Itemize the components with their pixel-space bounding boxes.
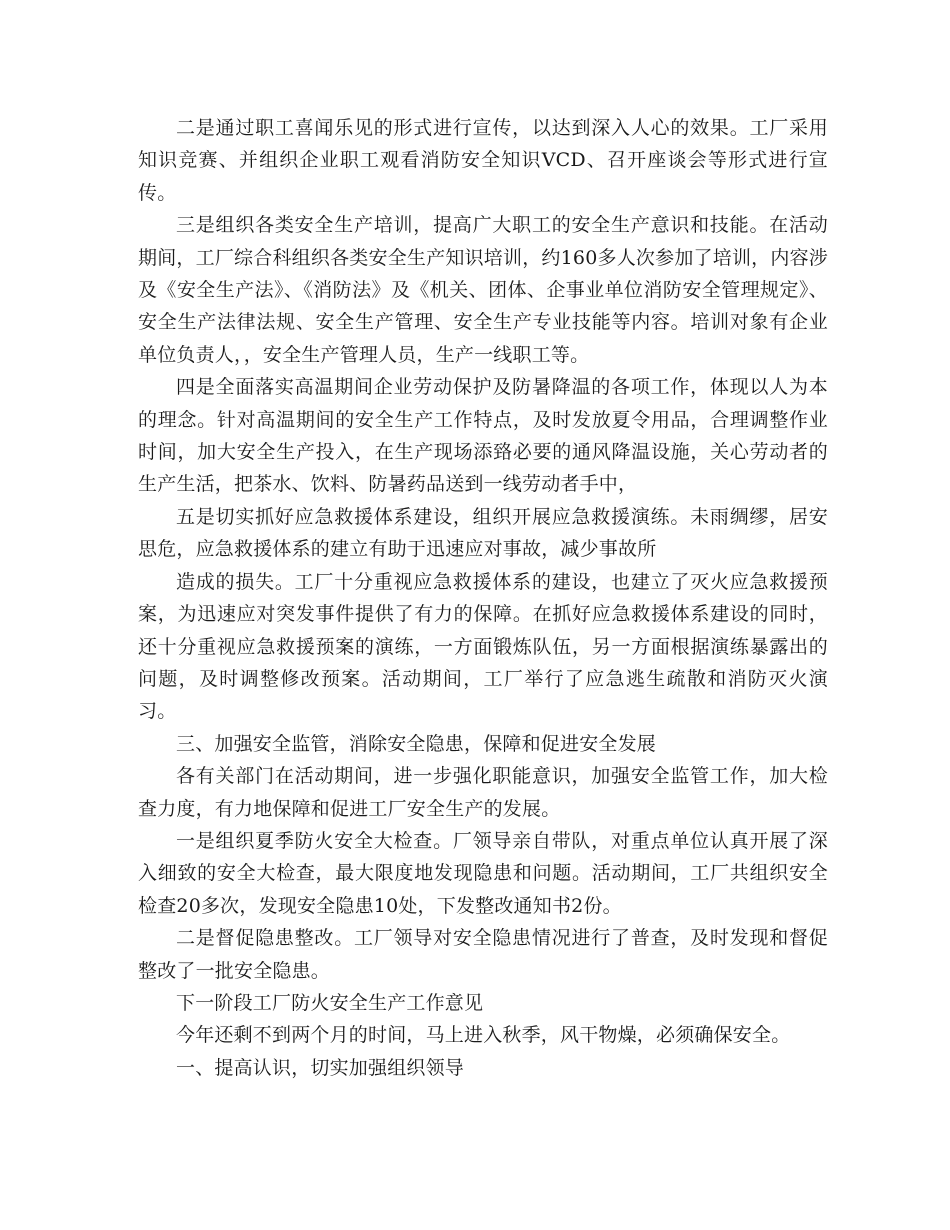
paragraph-heat-protection: 四是全面落实高温期间企业劳动保护及防暑降温的各项工作，体现以人为本的理念。针对高温期间的安全生产工作特点，及时发放夏令用品，合理调整作业时间，加大安全生产投入，在生产现场添臵必要的通风降温设施，关心劳动者的生产生活，把茶水、饮料、防暑药品送到一线劳动者手中， — [138, 376, 828, 496]
subheading-leadership: 一、提高认识，切实加强组织领导 — [176, 1056, 465, 1079]
section-heading-next-stage: 下一阶段工厂防火安全生产工作意见 — [176, 991, 484, 1014]
document-body — [138, 112, 828, 1084]
paragraph-emergency-rescue-continued: 造成的损失。工厂十分重视应急救援体系的建设，也建立了灭火应急救援预案，为迅速应对突发事件提供了有力的保障。在抓好应急救援体系建设的同时，还十分重视应急救援预案的演练，一方面锻炼队伍，另一方面根据演练暴露出的问题，及时调整修改预案。活动期间，工厂举行了应急逃生疏散和消防灭火演习。 — [138, 570, 828, 723]
paragraph-supervision-intro: 各有关部门在活动期间，进一步强化职能意识，加强安全监管工作，加大检查力度，有力地保障和促进工厂安全生产的发展。 — [138, 765, 828, 820]
paragraph-hazard-rectification: 二是督促隐患整改。工厂领导对安全隐患情况进行了普查，及时发现和督促整改了一批安全隐患。 — [138, 927, 828, 982]
paragraph-safety-training: 三是组织各类安全生产培训，提高广大职工的安全生产意识和技能。在活动期间，工厂综合科组织各类安全生产知识培训，约160多人次参加了培训，内容涉及《安全生产法》、《消防法》及《机关、团体、企事业单位消防安全管理规定》、安全生产法律法规、安全生产管理、安全生产专业技能等内容。培训对象有企业单位负责人，，安全生产管理人员，生产一线职工等。 — [138, 214, 828, 366]
section-heading-supervision: 三、加强安全监管，消除安全隐患，保障和促进安全发展 — [176, 732, 657, 755]
paragraph-autumn-safety: 今年还剩不到两个月的时间，马上进入秋季，风干物燥，必须确保安全。 — [176, 1024, 791, 1047]
paragraph-propaganda-forms: 二是通过职工喜闻乐见的形式进行宣传，以达到深入人心的效果。工厂采用知识竞赛、并组织企业职工观看消防安全知识VCD、召开座谈会等形式进行宣传。 — [138, 117, 828, 204]
paragraph-emergency-rescue: 五是切实抓好应急救援体系建设，组织开展应急救援演练。未雨绸缪，居安思危，应急救援体系的建立有助于迅速应对事故，减少事故所 — [138, 505, 828, 561]
paragraph-fire-inspection: 一是组织夏季防火安全大检查。厂领导亲自带队，对重点单位认真开展了深入细致的安全大检查，最大限度地发现隐患和问题。活动期间，工厂共组织安全检查20多次，发现安全隐患10处，下发整改通知书2份。 — [138, 829, 828, 917]
